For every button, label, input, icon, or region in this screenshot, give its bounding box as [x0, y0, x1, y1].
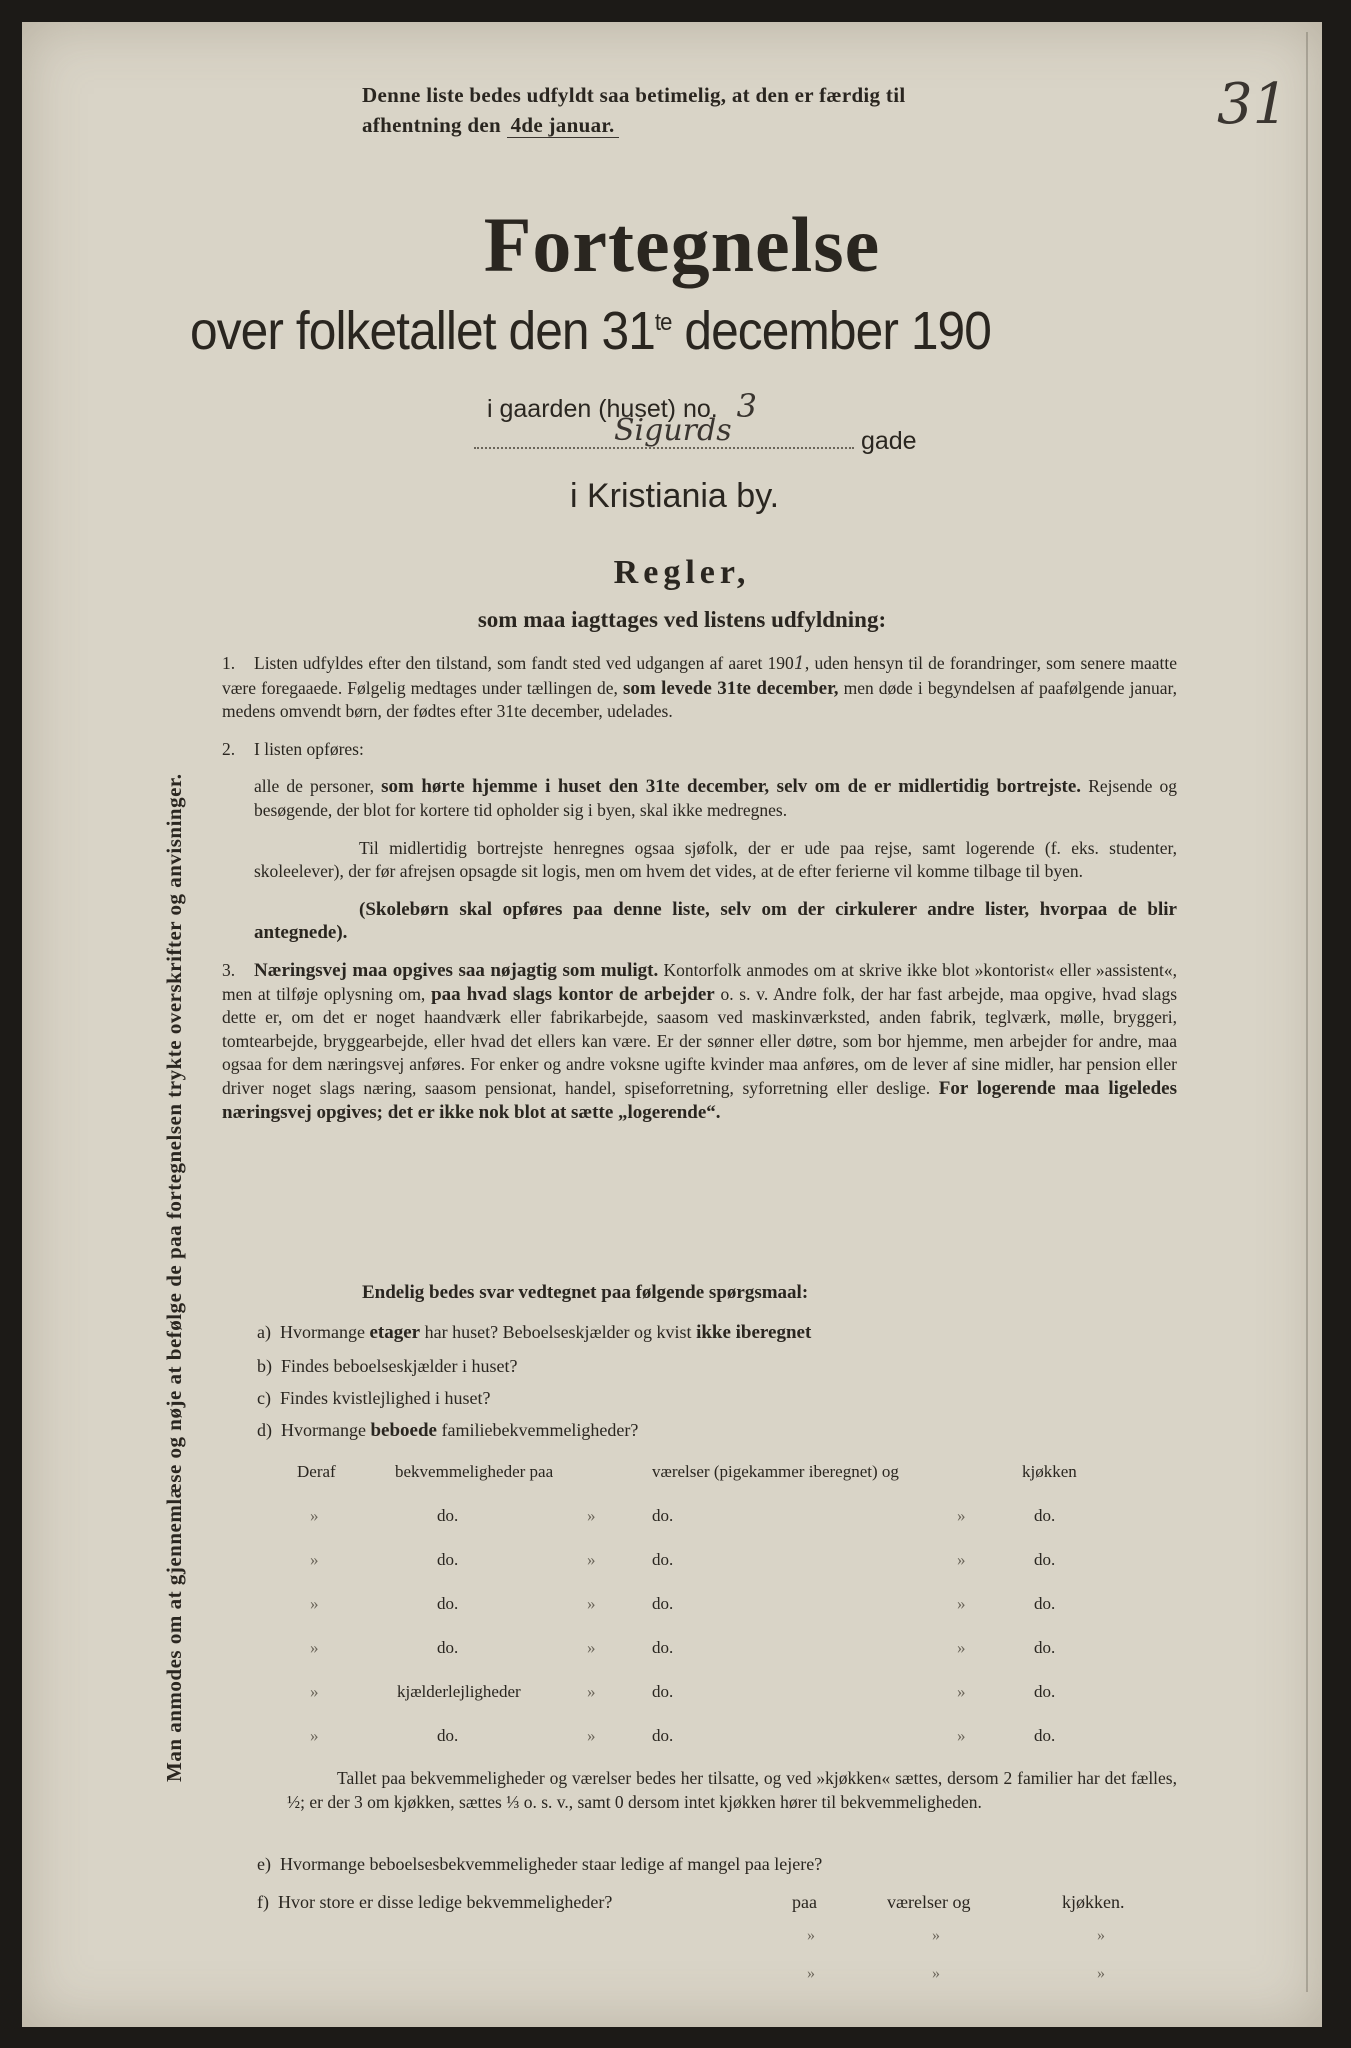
row-ditto-mark: » [957, 1638, 966, 1657]
question-d-bold: beboede [370, 1420, 437, 1441]
row-level: do. [437, 1638, 459, 1657]
street-suffix: gade [860, 427, 917, 455]
question-f-paa: paa [792, 1892, 817, 1912]
rule-1-bold: som levede 31te december, [622, 677, 839, 699]
rule-2-extra: Til midlertidig bortrejste henregnes ogsaa sjøfolk, der er ude paa rejse, samt logerende (f. eks. studenter, skoleelever), der før afrejsen opsagde sit logis, men om hvem det vides, at de efter ferierne vil komme tilbage til byen. [254, 837, 1177, 882]
row-kitchen: do. [1034, 1594, 1056, 1613]
notice-line-1: Denne liste bedes udfyldt saa betimelig, at den er færdig til [362, 83, 906, 107]
row-rooms: do. [652, 1638, 674, 1657]
question-c-label: c) [257, 1388, 271, 1408]
census-form-page [22, 22, 1322, 2027]
row-ditto-mark: » [310, 1638, 319, 1657]
row-level: do. [437, 1594, 459, 1613]
row-rooms: do. [652, 1594, 674, 1613]
row-rooms: do. [652, 1506, 674, 1525]
question-f-vaerelser: værelser og [887, 1892, 971, 1912]
row-level: do. [437, 1506, 459, 1525]
question-d-text-a: Hvormange [281, 1420, 366, 1440]
street-name-value: Sigurds [614, 413, 732, 448]
row-ditto-mark: » [957, 1682, 966, 1701]
house-number-label: i gaarden (huset) no. [487, 395, 718, 423]
question-c [257, 1388, 490, 1409]
question-e [257, 1854, 822, 1875]
row-kitchen: do. [1034, 1682, 1056, 1701]
ditto-mark: » [932, 1927, 940, 1944]
subtitle-superscript: te [654, 309, 672, 336]
rule-3-bold-b: paa hvad slags kontor de arbejder [431, 983, 715, 1005]
form-subtitle [190, 300, 991, 362]
rule-1 [222, 652, 1177, 724]
header-deraf: Deraf [297, 1462, 336, 1481]
row-ditto-mark: » [957, 1506, 966, 1525]
header-vaerelser: værelser (pigekammer iberegnet) og [652, 1462, 899, 1481]
row-ditto-mark: » [310, 1506, 319, 1525]
rules-body [222, 652, 1177, 1124]
question-b-label: b) [257, 1356, 272, 1376]
dwelling-table-row [262, 1726, 1162, 1770]
row-ditto-mark: » [310, 1682, 319, 1701]
rule-1-number: 1. [222, 653, 236, 673]
street-fill-line [474, 413, 854, 449]
row-rooms: do. [652, 1726, 674, 1745]
rule-2-intro [222, 738, 1177, 762]
subtitle-main: over folketallet den 31 [190, 301, 655, 361]
question-b [257, 1356, 517, 1377]
house-number-value: 3 [736, 387, 758, 425]
dwelling-table-row [262, 1594, 1162, 1638]
ditto-mark: » [1097, 1965, 1105, 1982]
dwelling-table [262, 1462, 1162, 1770]
rule-2-text-b: alle de personer, [254, 776, 374, 797]
ditto-mark: » [1097, 1927, 1105, 1944]
question-a-text-b: har huset? Beboelseskjælder og kvist [424, 1322, 692, 1342]
questions-heading: Endelig bedes svar vedtegnet paa følgende spørgsmaal: [362, 1282, 809, 1303]
row-kitchen: do. [1034, 1638, 1056, 1657]
question-a [257, 1322, 811, 1344]
question-f-kjokken: kjøkken. [1062, 1892, 1125, 1912]
rule-3-number: 3. [222, 959, 236, 980]
question-d-label: d) [257, 1420, 272, 1440]
question-a-text-a: Hvormange [279, 1322, 365, 1342]
question-a-label: a) [257, 1322, 271, 1342]
question-a-bold: etager [369, 1322, 421, 1343]
dwelling-table-row [262, 1638, 1162, 1682]
header-kjokken: kjøkken [1022, 1462, 1077, 1481]
question-d-text-b: familiebekvemmeligheder? [441, 1420, 639, 1440]
dwelling-table-row [262, 1506, 1162, 1550]
rule-2-bold: som hørte hjemme i huset den 31te december, selv om de er midlertidig bortrejste. [381, 776, 1082, 798]
rule-2-bold-b: (Skolebørn skal opføres paa denne liste, selv om der cirkulerer andre lister, hvorpaa de blir antegnede). [254, 898, 1177, 944]
rules-subheading: som maa iagttages ved listens udfyldning: [477, 607, 887, 632]
question-f-row [257, 1927, 1157, 1965]
row-level: do. [437, 1726, 459, 1745]
question-b-text: Findes beboelseskjælder i huset? [281, 1356, 518, 1376]
ditto-mark: » [932, 1965, 940, 1982]
question-f-text: Hvor store er disse ledige bekvemmeligheder? [278, 1892, 613, 1912]
sidebar-instruction: Man anmodes om at gjennemlæse og nøje at befølge de paa fortegnelsen trykte overskrifter og anvisninger. [162, 773, 186, 1782]
spacer [222, 823, 1177, 837]
row-rooms: do. [652, 1682, 674, 1701]
rule-2-body [222, 775, 1177, 822]
row-ditto-mark: » [587, 1638, 596, 1657]
rule-2-schoolchildren [222, 898, 1177, 945]
form-title: Fortegnelse [483, 201, 881, 288]
counting-note-text: Tallet paa bekvemmeligheder og værelser bedes her tilsatte, og ved »kjøkken« sættes, dersom 2 familier har det fælles, ½; er der 3 om kjøkken, sættes ⅓ o. s. v., samt 0 dersom intet kjøkken hører til bekvemmeligheden. [287, 1768, 1177, 1812]
dwelling-table-row [262, 1550, 1162, 1594]
spacer [222, 761, 1177, 775]
rule-1-text-a: Listen udfyldes efter den tilstand, som fandt sted ved udgangen af aaret 190 [254, 653, 794, 673]
notice-pickup-date: 4de januar. [507, 113, 619, 138]
ditto-mark: » [807, 1927, 815, 1944]
row-level: kjælderlejligheder [397, 1682, 521, 1701]
notice-line-2-prefix: afhentning den [362, 113, 501, 137]
rule-2-text-a: I listen opføres: [254, 738, 364, 759]
question-a-bold-b: ikke iberegnet [696, 1322, 812, 1343]
row-ditto-mark: » [587, 1550, 596, 1569]
spacer [222, 884, 1177, 898]
city-line: i Kristiania by. [570, 477, 780, 515]
row-ditto-mark: » [310, 1550, 319, 1569]
street-line [474, 413, 917, 456]
row-ditto-mark: » [587, 1726, 596, 1745]
row-kitchen: do. [1034, 1506, 1056, 1525]
ditto-mark: » [807, 1965, 815, 1982]
rule-3-bold-a: Næringsvej maa opgives saa nøjagtig som muligt. [254, 959, 659, 981]
row-ditto-mark: » [957, 1550, 966, 1569]
rule-1-text-b: , uden hensyn til de forandringer, som senere maatte være foregaaede. Følgelig medtages under tællingen de, [222, 653, 1177, 698]
spacer [222, 724, 1177, 738]
rule-1-year-digit: 1 [793, 654, 805, 674]
subtitle-rest: december 190 [671, 301, 991, 361]
question-e-label: e) [257, 1854, 271, 1874]
rule-1-text-c: men døde i begyndelsen af paafølgende januar, medens omvendt børn, der fødtes efter 31te december, udelades. [222, 677, 1178, 722]
rule-3-text-b: o. s. v. Andre folk, der har fast arbejde, maa opgive, hvad slags dette er, om det er noget haandværk eller fabrikarbejde, saasom ved maskinværksted, anden fabrik, teglværk, mølle, bryggeri, tomtearbejde, bryggearbejde, eller hvad det ellers kan være. Er der sønner eller døtre, som bor hjemme, men arbejder for andre, maa ogsaa for dem næringsvej anføres. For enker og andre voksne ugifte kvinder maa anføres, om de lever af sine midler, har pension eller driver noget slags næring, saasom pensionat, handel, spiseforretning, syforretning eller deslige. [222, 983, 1178, 1098]
question-f-label: f) [257, 1892, 269, 1912]
rules-heading: Regler, [613, 554, 751, 591]
header-bekvemmeligheder: bekvemmeligheder paa [395, 1462, 554, 1481]
question-e-text: Hvormange beboelsesbekvemmeligheder staar ledige af mangel paa lejere? [279, 1854, 823, 1874]
row-ditto-mark: » [587, 1594, 596, 1613]
page-edge-line [1306, 32, 1308, 1992]
handwritten-page-number: 31 [1217, 72, 1289, 137]
rule-3-bold-c: For logerende maa ligeledes næringsvej opgives; det er ikke nok blot at sætte „logerende“. [222, 1077, 1178, 1123]
question-c-text: Findes kvistlejlighed i huset? [279, 1388, 491, 1408]
row-ditto-mark: » [310, 1594, 319, 1613]
row-rooms: do. [652, 1550, 674, 1569]
question-f [257, 1892, 1157, 1913]
row-ditto-mark: » [587, 1506, 596, 1525]
row-kitchen: do. [1034, 1726, 1056, 1745]
row-ditto-mark: » [957, 1594, 966, 1613]
row-ditto-mark: » [957, 1726, 966, 1745]
pickup-notice [362, 80, 905, 140]
notice-line-2 [362, 110, 905, 140]
row-ditto-mark: » [587, 1682, 596, 1701]
rule-2-number: 2. [222, 738, 236, 759]
question-f-rows [257, 1927, 1157, 2003]
rule-3-text-a: Kontorfolk anmodes om at skrive ikke blot »kontorist« eller »assistent«, men at tilføje oplysning om, [222, 959, 1177, 1004]
counting-note [287, 1766, 1177, 1814]
question-f-row [257, 1965, 1157, 2003]
rule-3 [222, 959, 1177, 1124]
dwelling-table-row [262, 1682, 1162, 1726]
rule-2-text-c: Rejsende og besøgende, der blot for kortere tid opholder sig i byen, skal ikke medregnes. [254, 776, 1177, 820]
row-kitchen: do. [1034, 1550, 1056, 1569]
spacer [222, 945, 1177, 959]
dwelling-table-header [262, 1462, 1162, 1506]
row-ditto-mark: » [310, 1726, 319, 1745]
question-d [257, 1420, 638, 1442]
row-level: do. [437, 1550, 459, 1569]
